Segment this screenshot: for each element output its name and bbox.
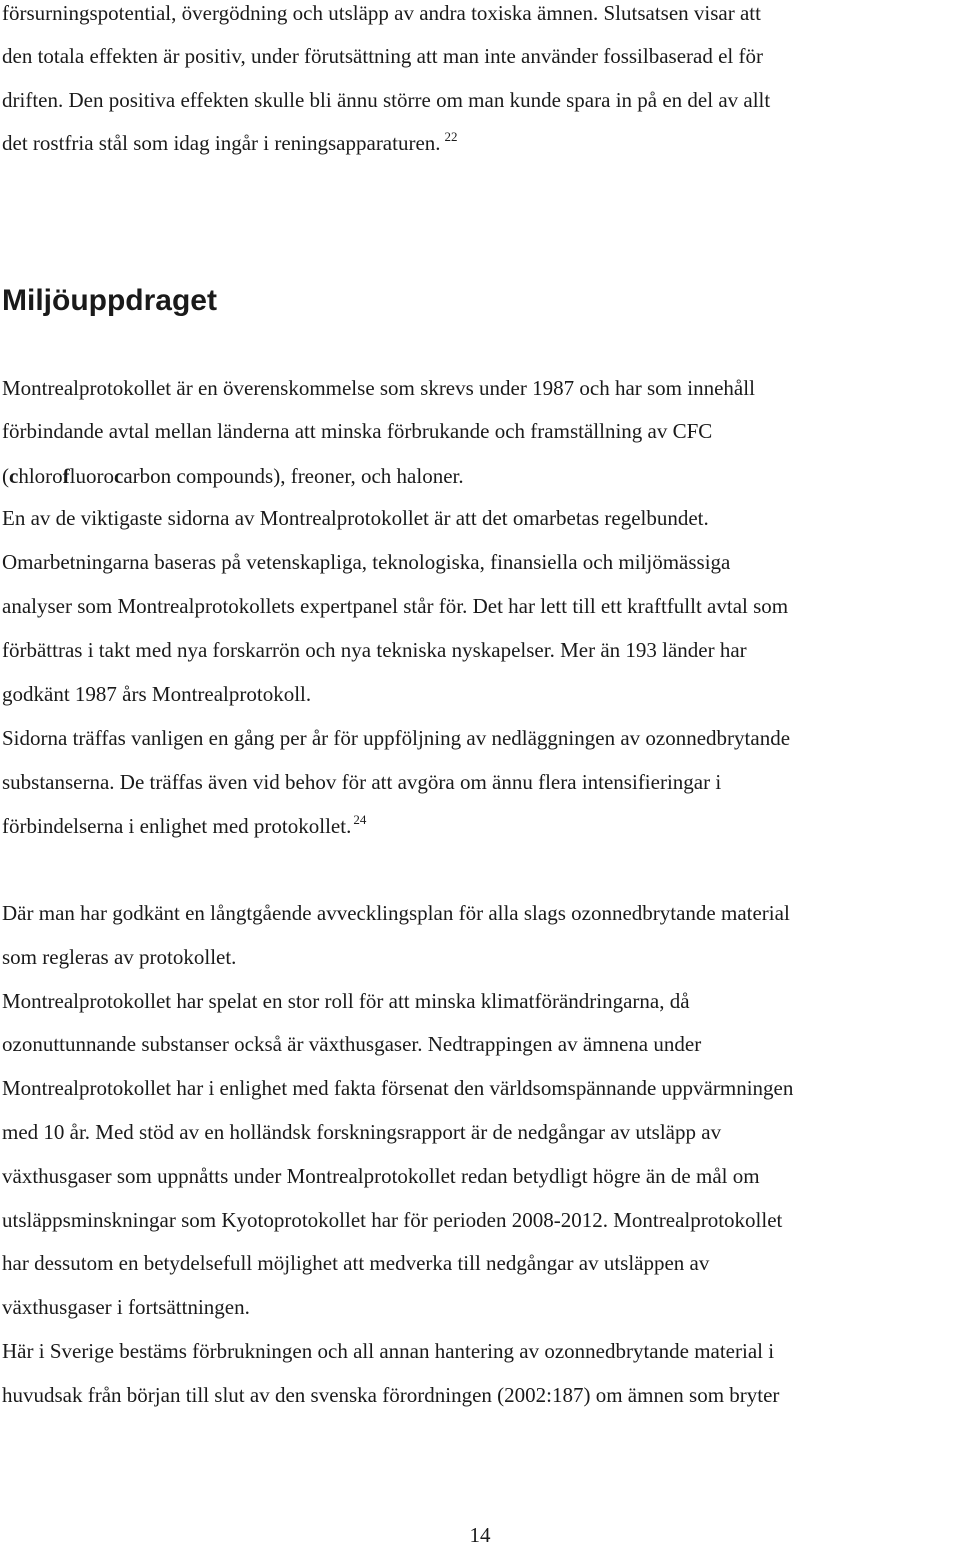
cfc-rest: arbon compounds), freoner, och haloner. — [123, 464, 464, 488]
cfc-hloro: hloro — [18, 464, 63, 488]
para6-line-1: Här i Sverige bestäms förbrukningen och all annan hantering av ozonnedbrytande material i — [2, 1339, 775, 1363]
cfc-c2: c — [113, 464, 124, 488]
cfc-c: c — [9, 464, 19, 488]
para5-line-8: växthusgaser i fortsättningen. — [2, 1295, 250, 1319]
para5-line-4: med 10 år. Med stöd av en holländsk forskningsrapport är de nedgångar av utsläpp av — [2, 1120, 722, 1144]
para2-line-1: En av de viktigaste sidorna av Montrealprotokollet är att det omarbetas regelbundet. — [2, 506, 709, 530]
intro-line-1: försurningspotential, övergödning och utsläpp av andra toxiska ämnen. Slutsatsen visar att — [2, 1, 761, 25]
para5-line-5: växthusgaser som uppnåtts under Montrealprotokollet redan betydligt högre än de mål om — [2, 1164, 760, 1188]
para2-line-4: förbättras i takt med nya forskarrön och nya tekniska nyskapelser. Mer än 193 länder har — [2, 638, 747, 662]
para4-line-2: som regleras av protokollet. — [2, 945, 237, 969]
footnote-marker-22: 22 — [444, 129, 458, 144]
section-heading: Miljöuppdraget — [2, 284, 217, 317]
para1-line-1: Montrealprotokollet är en överenskommelse som skrevs under 1987 och har som innehåll — [2, 376, 755, 400]
intro-line-4-text: det rostfria stål som idag ingår i reningsapparaturen. — [2, 131, 441, 155]
paren-open: ( — [2, 464, 9, 488]
cfc-f: f — [62, 464, 70, 488]
para5-line-6: utsläppsminskningar som Kyotoprotokollet har för perioden 2008-2012. Montrealprotokollet — [2, 1208, 783, 1232]
para2-line-3: analyser som Montrealprotokollets expertpanel står för. Det har lett till ett kraftfullt avtal som — [2, 594, 789, 618]
cfc-luoro: luoro — [69, 464, 114, 488]
para3-line-2: substanserna. De träffas även vid behov för att avgöra om ännu flera intensifieringar i — [2, 770, 722, 794]
para3-line-3 — [2, 813, 366, 842]
para2-line-5: godkänt 1987 års Montrealprotokoll. — [2, 682, 312, 706]
para2-line-2: Omarbetningarna baseras på vetenskapliga, teknologiska, finansiella och miljömässiga — [2, 550, 731, 574]
para5-line-1: Montrealprotokollet har spelat en stor roll för att minska klimatförändringarna, då — [2, 989, 690, 1013]
intro-line-2: den totala effekten är positiv, under förutsättning att man inte använder fossilbaserad el för — [2, 44, 763, 68]
page-number: 14 — [469, 1523, 491, 1547]
para5-line-7: har dessutom en betydelsefull möjlighet att medverka till nedgångar av utsläppen av — [2, 1251, 710, 1275]
intro-line-4 — [2, 130, 458, 159]
intro-line-3: driften. Den positiva effekten skulle bli ännu större om man kunde spara in på en del av allt — [2, 88, 771, 112]
para3-line-3-text: förbindelserna i enlighet med protokollet. — [2, 814, 352, 838]
para4-line-1: Där man har godkänt en långtgående avvecklingsplan för alla slags ozonnedbrytande material — [2, 901, 790, 925]
para6-line-2: huvudsak från början till slut av den svenska förordningen (2002:187) om ämnen som bryter — [2, 1383, 780, 1407]
footnote-marker-24: 24 — [353, 812, 367, 827]
para5-line-3: Montrealprotokollet har i enlighet med fakta försenat den världsomspännande uppvärmningen — [2, 1076, 794, 1100]
para1-line-3 — [2, 463, 464, 489]
para5-line-2: ozonuttunnande substanser också är växthusgaser. Nedtrappingen av ämnena under — [2, 1032, 702, 1056]
para3-line-1: Sidorna träffas vanligen en gång per år för uppföljning av nedläggningen av ozonnedbrytande — [2, 726, 791, 750]
para1-line-2: förbindande avtal mellan länderna att minska förbrukande och framställning av CFC — [2, 419, 713, 443]
